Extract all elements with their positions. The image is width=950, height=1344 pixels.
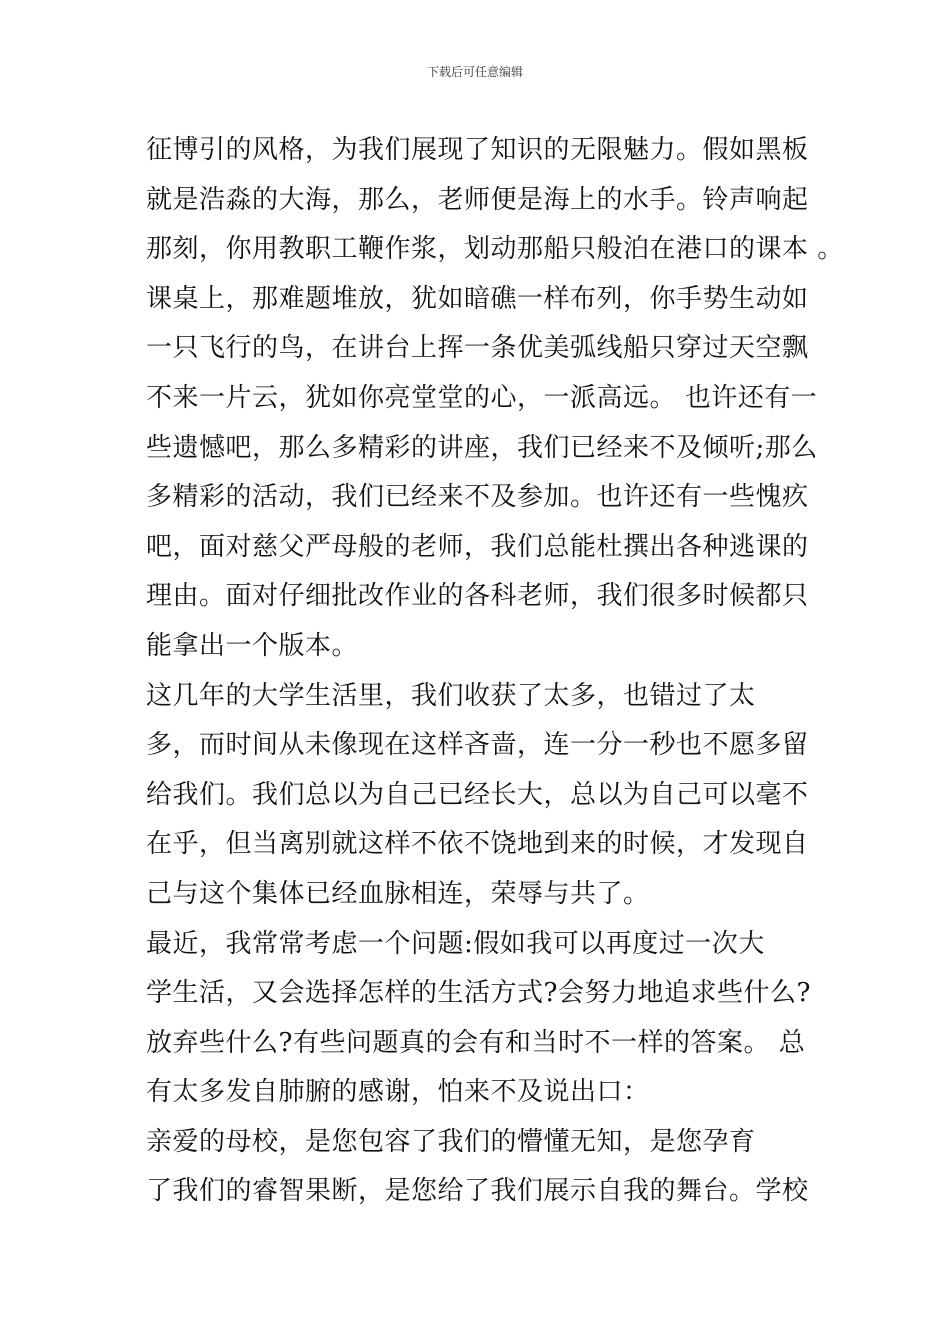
- text-line: 那刻，你用教职工鞭作浆，划动那船只般泊在港口的课本 。: [146, 234, 844, 265]
- document-body: [146, 126, 844, 1217]
- text-line: 有太多发自肺腑的感谢，怕来不及说出口：: [146, 1077, 650, 1108]
- text-line: 一只飞行的鸟，在讲台上挥一条优美弧线船只穿过天空飘: [146, 333, 809, 364]
- text-line: 这几年的大学生活里，我们收获了太多，也错过了太: [146, 680, 756, 711]
- text-line: 些遗憾吧，那么多精彩的讲座，我们已经来不及倾听;那么: [146, 432, 818, 463]
- text-line: 多，而时间从未像现在这样吝啬，连一分一秒也不愿多留: [146, 730, 809, 761]
- text-line: 理由。面对仔细批改作业的各科老师，我们很多时候都只: [146, 581, 809, 612]
- text-line: 亲爱的母校，是您包容了我们的懵懂无知，是您孕育: [146, 1126, 756, 1157]
- text-line: 征博引的风格，为我们展现了知识的无限魅力。假如黑板: [146, 135, 809, 165]
- text-line: 多精彩的活动，我们已经来不及参加。也许还有一些愧疚: [146, 482, 809, 513]
- text-line: 最近，我常常考虑一个问题:假如我可以再度过一次大: [146, 928, 765, 959]
- text-line: 课桌上，那难题堆放，犹如暗礁一样布列，你手势生动如: [146, 283, 809, 314]
- text-line: 就是浩淼的大海，那么，老师便是海上的水手。铃声响起: [146, 184, 809, 215]
- text-line: 不来一片云，犹如你亮堂堂的心，一派高远。 也许还有一: [146, 382, 818, 413]
- text-line: 己与这个集体已经血脉相连，荣辱与共了。: [146, 878, 650, 909]
- text-line: 给我们。我们总以为自己已经长大，总以为自己可以毫不: [146, 779, 809, 810]
- page-header: 下载后可任意编辑: [426, 65, 523, 79]
- text-line: 了我们的睿智果断，是您给了我们展示自我的舞台。学校: [146, 1176, 809, 1207]
- text-line: 吧，面对慈父严母般的老师，我们总能杜撰出各种逃课的: [146, 531, 809, 562]
- text-line: 能拿出一个版本。: [146, 630, 359, 661]
- text-line: 学生活，又会选择怎样的生活方式?会努力地追求些什么?: [146, 978, 811, 1009]
- text-line: 在乎，但当离别就这样不依不饶地到来的时候，才发现自: [146, 829, 809, 860]
- text-line: 放弃些什么?有些问题真的会有和当时不一样的答案。 总: [146, 1027, 806, 1058]
